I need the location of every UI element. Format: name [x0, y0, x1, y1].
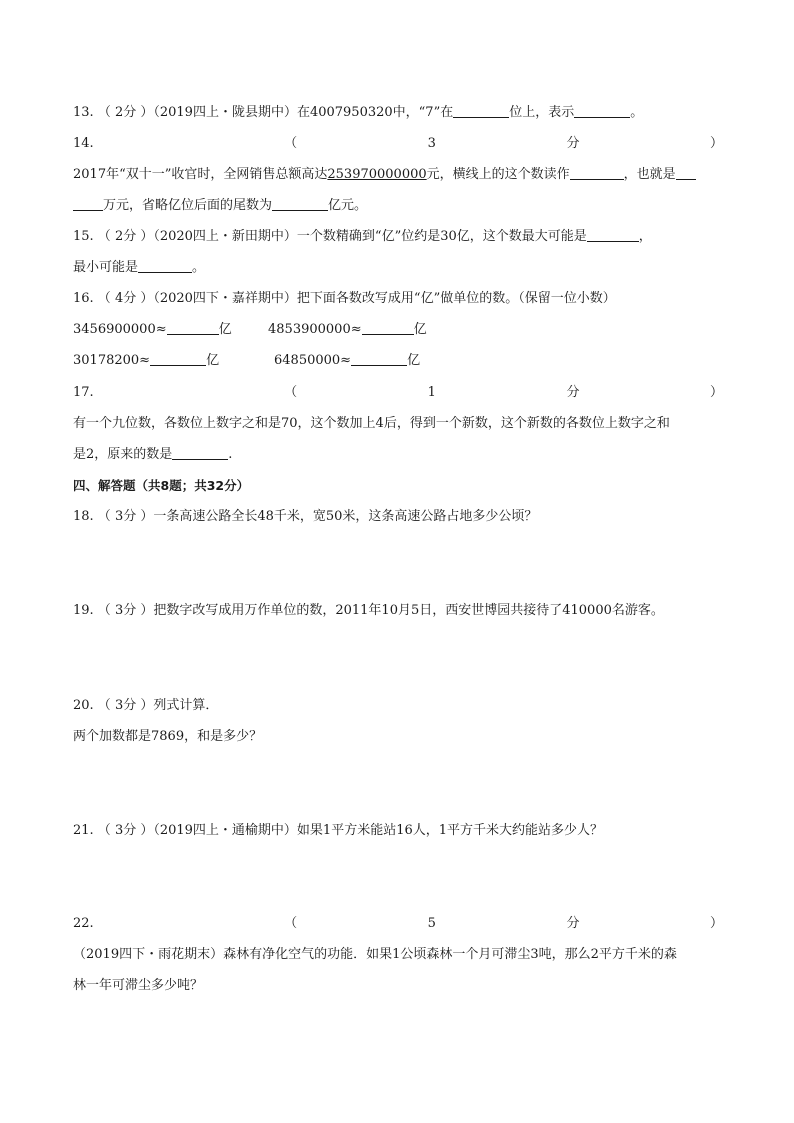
- answer-blank[interactable]: [167, 321, 219, 335]
- conversion-number: 3456900000≈: [73, 322, 167, 337]
- question-17-header: [73, 384, 723, 402]
- question-text: ，: [638, 229, 652, 244]
- question-22-header: [73, 915, 723, 933]
- paren-open: （: [284, 916, 298, 931]
- question-15-line-1: [73, 228, 652, 246]
- question-number: 14.: [73, 136, 94, 151]
- conversion-item: [73, 352, 219, 370]
- question-text: 15. （ 2分 ）（2020四上・新田期中）一个数精确到“亿”位约是30亿，这个数最大可能是: [73, 229, 587, 244]
- question-text: 万元，省略亿位后面的尾数为: [103, 198, 273, 213]
- answer-blank[interactable]: [453, 104, 509, 118]
- score-unit: 分: [566, 916, 580, 931]
- paren-open: （: [284, 385, 298, 400]
- conversion-unit: 亿: [206, 353, 220, 368]
- conversion-unit: 亿: [407, 353, 421, 368]
- answer-blank[interactable]: [351, 352, 407, 366]
- question-text: 元，横线上的这个数读作: [426, 167, 570, 182]
- question-15-line-2: [73, 259, 205, 277]
- question-text: 。: [192, 260, 206, 275]
- question-21: 21. （ 3分 ）（2019四上・通榆期中）如果1平方米能站16人，1平方千米大约能站多少人？: [73, 823, 604, 838]
- question-14-header: [73, 135, 723, 153]
- score-unit: 分: [566, 136, 580, 151]
- question-text: ，也就是: [623, 167, 676, 182]
- question-17-line-2: [73, 446, 232, 464]
- question-17-line-1: [73, 415, 670, 433]
- conversion-item: [73, 321, 232, 339]
- conversion-unit: 亿: [413, 322, 427, 337]
- paren-close: ）: [709, 916, 723, 931]
- question-text: （ 2分 ）（2019四上・陇县期中）在4007950320中，“7”在: [97, 105, 454, 120]
- question-14-line-2: [73, 197, 367, 215]
- question-14-line-1: [73, 166, 696, 184]
- question-text: 。: [630, 105, 644, 120]
- answer-blank[interactable]: [574, 104, 630, 118]
- question-text: 有一个九位数，各数位上数字之和是70，这个数加上4后，得到一个新数，这个新数的各数位上数字之和: [73, 416, 670, 431]
- question-text: 最小可能是: [73, 260, 139, 275]
- answer-blank[interactable]: [587, 228, 639, 242]
- question-19: 19. （ 3分 ）把数字改写成用万作单位的数，2011年10月5日，西安世博园共接待了410000名游客。: [73, 603, 664, 618]
- question-text: 2017年“双十一”收官时，全网销售总额高达: [73, 167, 328, 182]
- answer-blank[interactable]: [272, 197, 328, 211]
- question-18: 18. （ 3分 ）一条高速公路全长48千米，宽50米，这条高速公路占地多少公顷？: [73, 509, 538, 524]
- answer-blank-continued[interactable]: [73, 197, 103, 211]
- question-text: .: [228, 447, 233, 462]
- conversion-number: 4853900000≈: [268, 322, 362, 337]
- score-unit: 分: [566, 385, 580, 400]
- answer-blank[interactable]: [676, 166, 696, 180]
- question-text: 16. （ 4分 ）（2020四下・嘉祥期中）把下面各数改写成用“亿”做单位的数。（保留一位小数）: [73, 291, 616, 306]
- question-number: 13.: [73, 105, 94, 120]
- answer-blank[interactable]: [150, 352, 206, 366]
- question-22-line-2: 林一年可滞尘多少吨？: [73, 978, 204, 993]
- section-heading: 四、解答题（共8题；共32分）: [73, 478, 250, 493]
- question-13: [73, 104, 643, 122]
- paren-open: （: [284, 136, 298, 151]
- question-score: 5: [427, 916, 436, 931]
- question-number: 22.: [73, 916, 94, 931]
- conversion-item: [274, 352, 420, 370]
- answer-blank[interactable]: [570, 166, 624, 180]
- conversion-item: [268, 321, 427, 339]
- conversion-number: 64850000≈: [274, 353, 352, 368]
- underlined-number: 253970000000: [327, 167, 427, 182]
- question-text: 是2，原来的数是: [73, 447, 173, 462]
- paren-close: ）: [709, 136, 723, 151]
- question-22-line-1: （2019四下・雨花期末）森林有净化空气的功能．如果1公顷森林一个月可滞尘3吨，那么2平方千米的森: [73, 947, 677, 962]
- answer-blank[interactable]: [172, 446, 228, 460]
- question-score: 1: [427, 385, 436, 400]
- question-20-line-1: 20. （ 3分 ）列式计算．: [73, 698, 219, 713]
- paren-close: ）: [709, 385, 723, 400]
- question-score: 3: [427, 136, 436, 151]
- answer-blank[interactable]: [138, 259, 192, 273]
- answer-blank[interactable]: [362, 321, 414, 335]
- question-number: 17.: [73, 385, 94, 400]
- conversion-number: 30178200≈: [73, 353, 151, 368]
- question-text: 亿元。: [328, 198, 368, 213]
- question-16: [73, 290, 616, 308]
- question-text: 位上，表示: [509, 105, 575, 120]
- question-20-line-2: 两个加数都是7869，和是多少？: [73, 729, 263, 744]
- conversion-unit: 亿: [218, 322, 232, 337]
